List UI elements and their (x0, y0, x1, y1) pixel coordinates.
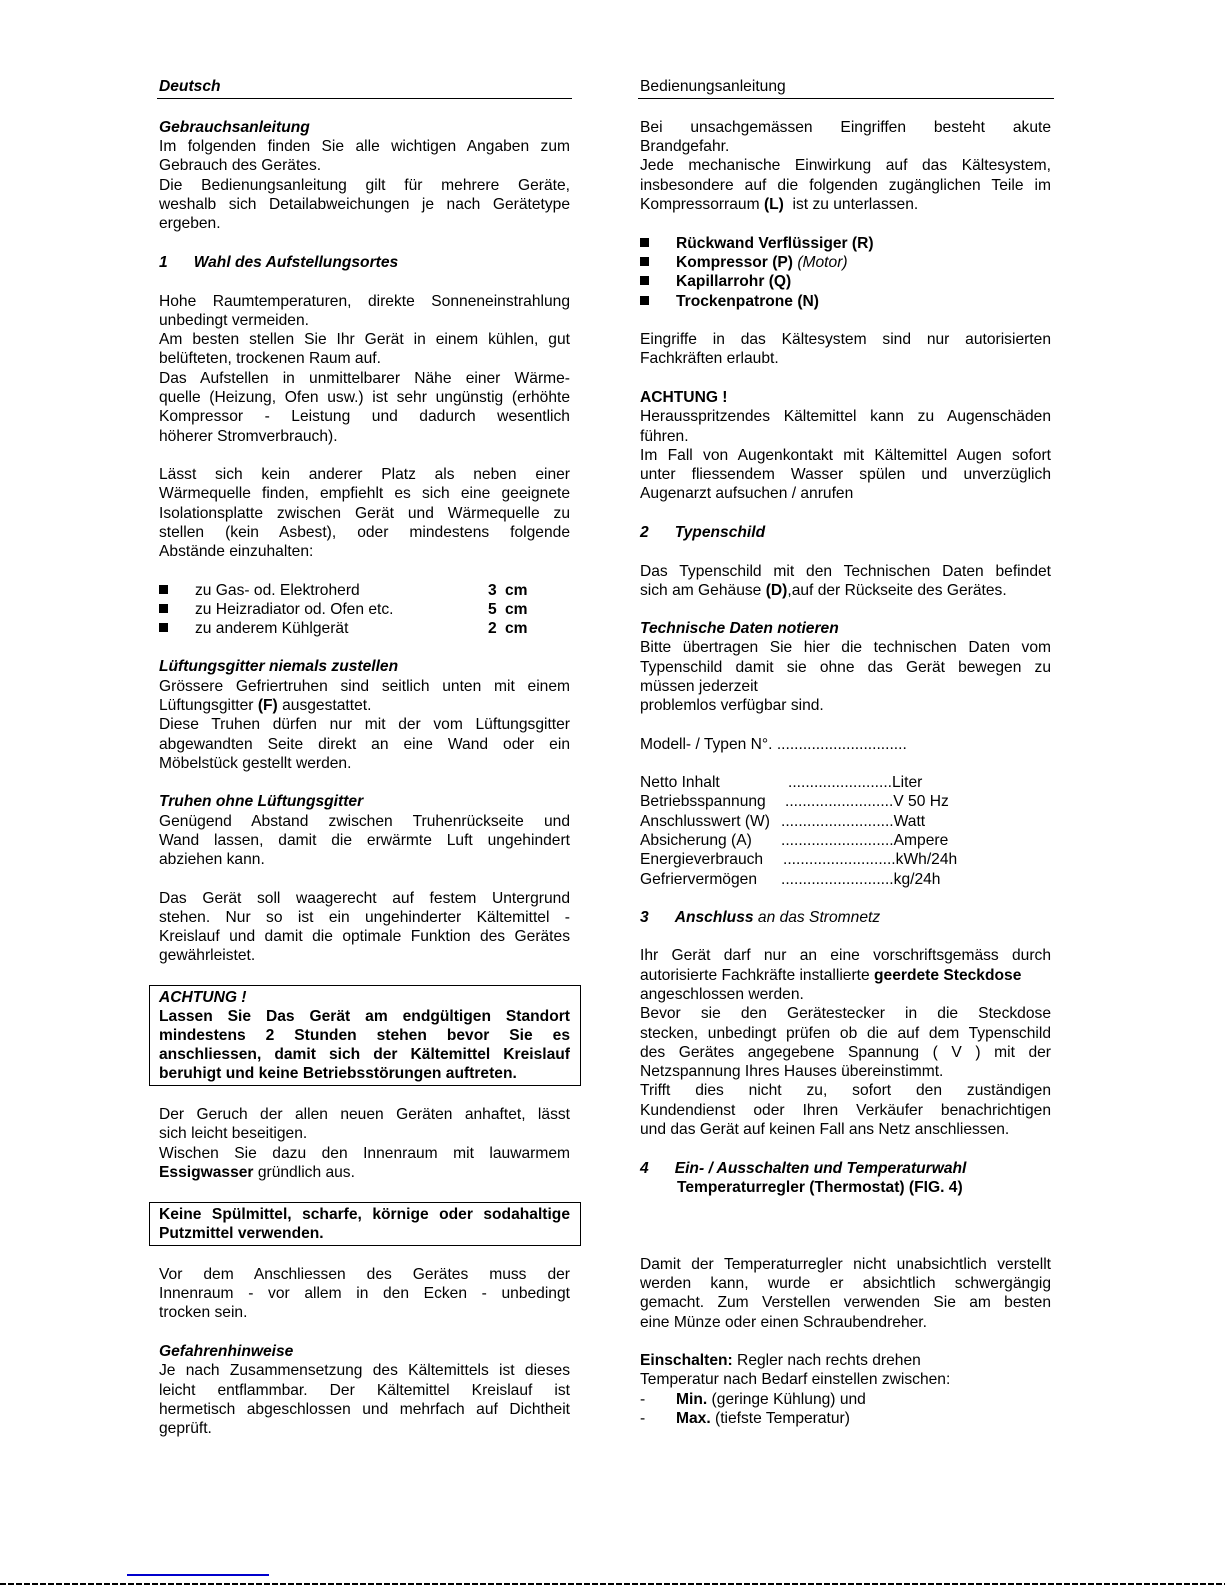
vent-title: Lüftungsgitter niemals zustellen (159, 658, 399, 675)
para-line: und das Gerät auf keinen Fall ans Netz anschliessen. (640, 1121, 1010, 1138)
para-line: angeschlossen werden. (640, 986, 804, 1003)
square-bullet-icon (640, 276, 649, 285)
para-line: geprüft. (159, 1420, 212, 1437)
text-run: Kompressorraum (640, 196, 760, 213)
square-bullet-icon (159, 585, 168, 594)
para-line: gewährleistet. (159, 947, 256, 964)
para-line (159, 1163, 570, 1183)
part-item (640, 253, 848, 272)
distance-value: 5 cm (488, 601, 528, 618)
warning-line: anschliessen, damit sich der Kältemittel Kreislauf (159, 1046, 570, 1063)
para-line: Im Fall von Augenkontakt mit Kältemittel Augen sofort (640, 447, 1051, 464)
section-title: Anschluss (674, 909, 754, 926)
tech-field-label: Gefriervermögen (640, 871, 757, 888)
part-label: Trockenpatrone (N) (676, 293, 819, 310)
para-line: Wand lassen, damit die erwärmte Luft ungehindert (159, 832, 570, 849)
tech-field-label: Absicherung (A) (640, 832, 752, 849)
section-number: 3 (640, 909, 649, 926)
para-line: Das Gerät soll waagerecht auf festem Untergrund (159, 890, 570, 907)
intro-line: Im folgenden finden Sie alle wichtigen Angaben zum (159, 138, 570, 155)
tech-field-blank: ..........................Ampere (781, 832, 949, 849)
section-4-heading (640, 1159, 1051, 1179)
distance-item (159, 600, 528, 619)
header-rule-left (157, 98, 572, 99)
tech-field-blank: .........................V 50 Hz (785, 793, 949, 810)
text-run: ,auf der Rückseite des Gerätes. (787, 582, 1007, 599)
para-line: Kompressor - Leistung und dadurch wesentlich (159, 408, 570, 425)
para-line: stellen (kein Asbest), oder mindestens folgende (159, 524, 570, 541)
intro-line: Gebrauch des Gerätes. (159, 157, 322, 174)
para-line: Herausspritzendes Kältemittel kann zu Augenschäden (640, 408, 1051, 425)
part-label: Kapillarrohr (Q) (676, 273, 792, 290)
para-line: unbedingt vermeiden. (159, 312, 309, 329)
para-line: führen. (640, 428, 689, 445)
para-line: problemlos verfügbar sind. (640, 697, 824, 714)
text-run: autorisierte Fachkräfte installierte (640, 967, 870, 984)
para-line: Ihr Gerät darf nur an eine vorschriftsgemäss durch (640, 947, 1051, 964)
para-line: höherer Stromverbrauch). (159, 428, 338, 445)
distance-label: zu Gas- od. Elektroherd (195, 582, 360, 599)
warning-line: mindestens 2 Stunden stehen bevor Sie es (159, 1027, 570, 1044)
ref-label: (F) (257, 697, 278, 714)
para-line: Genügend Abstand zwischen Truhenrückseite und (159, 813, 570, 830)
text-run: ausgestattet. (282, 697, 372, 714)
para-line: des Gerätes angegebene Spannung ( V ) mit der (640, 1044, 1051, 1061)
tech-field-blank: ..........................Watt (781, 813, 926, 830)
para-line: Bei unsachgemässen Eingriffen besteht akute (640, 119, 1051, 136)
part-label: Kompressor (P) (676, 254, 793, 271)
range-item (640, 1409, 850, 1428)
square-bullet-icon (159, 604, 168, 613)
para-line (640, 966, 1051, 986)
part-label: Rückwand Verflüssiger (R) (676, 235, 874, 252)
hazard-title: Gefahrenhinweise (159, 1343, 294, 1360)
intro-title: Gebrauchsanleitung (159, 119, 310, 136)
square-bullet-icon (159, 623, 168, 632)
range-label: Max. (676, 1410, 711, 1427)
text-run: Lüftungsgitter (159, 697, 254, 714)
para-line: Diese Truhen dürfen nur mit der vom Lüftungsgitter (159, 716, 570, 733)
distance-value: 2 cm (488, 620, 528, 637)
text-run: gründlich aus. (257, 1164, 355, 1181)
para-line: Das Aufstellen in unmittelbarer Nähe einer Wärme- (159, 370, 570, 387)
bold-term: Essigwasser (159, 1164, 254, 1181)
square-bullet-icon (640, 238, 649, 247)
para-line: gemacht. Zum Verstellen verwenden Sie am besten (640, 1294, 1051, 1311)
novent-title: Truhen ohne Lüftungsgitter (159, 793, 364, 810)
text-run: sich am Gehäuse (640, 582, 762, 599)
para-line: Wärmequelle finden, empfiehlt es sich eine geeignete (159, 485, 570, 502)
para-line: insbesondere auf die folgenden zugänglichen Teile im (640, 177, 1051, 194)
warning-title: ACHTUNG ! (159, 989, 247, 1006)
tech-field-label: Netto Inhalt (640, 774, 720, 791)
square-bullet-icon (640, 257, 649, 266)
header-rule-right (638, 98, 1054, 99)
tech-field-blank: ..........................kg/24h (781, 871, 941, 888)
warning-box (149, 985, 581, 1086)
para-line: Kundendienst oder Ihren Verkäufer benachrichtigen (640, 1102, 1051, 1119)
para-line: Isolationsplatte zwischen Gerät und Wärmequelle zu (159, 505, 570, 522)
para-line: Abstände einzuhalten: (159, 543, 314, 560)
section-3-heading (640, 908, 1051, 928)
dash-bullet: - (640, 1391, 646, 1408)
tech-data-title: Technische Daten notieren (640, 620, 839, 637)
para-line: Brandgefahr. (640, 138, 730, 155)
section-title: Wahl des Aufstellungsortes (193, 254, 399, 271)
intro-line: ergeben. (159, 215, 221, 232)
cleaner-warning-line: Putzmittel verwenden. (159, 1225, 324, 1242)
achtung-title: ACHTUNG ! (640, 389, 728, 406)
para-line: Lässt sich kein anderer Platz als neben einer (159, 466, 570, 483)
para-line: Innenraum - vor allem in den Ecken - unbedingt (159, 1285, 570, 1302)
section-number: 2 (640, 524, 649, 541)
part-item (640, 292, 819, 311)
dash-bullet: - (640, 1410, 646, 1427)
para-line: Bevor sie den Gerätestecker in die Steckdose (640, 1005, 1051, 1022)
para-line: Temperatur nach Bedarf einstellen zwischen: (640, 1371, 951, 1388)
para-line: Augenarzt aufsuchen / anrufen (640, 485, 854, 502)
para-line: trocken sein. (159, 1304, 248, 1321)
header-language: Deutsch (159, 78, 221, 95)
para-line: quelle (Heizung, Ofen usw.) ist sehr ungünstig (erhöhte (159, 389, 570, 406)
para-line: abgewandten Seite direkt an eine Wand oder ein (159, 736, 570, 753)
para-line: abziehen kann. (159, 851, 265, 868)
cleaner-warning-box (149, 1202, 581, 1246)
section-title: Ein- / Ausschalten und Temperaturwahl (674, 1160, 967, 1177)
section-subtitle: Temperaturregler (Thermostat) (FIG. 4) (677, 1179, 963, 1196)
distance-label: zu Heizradiator od. Ofen etc. (195, 601, 394, 618)
part-item (640, 272, 792, 291)
section-2-heading (640, 523, 1051, 543)
para-line: Wischen Sie dazu den Innenraum mit lauwarmem (159, 1145, 570, 1162)
para-line: Hohe Raumtemperaturen, direkte Sonneneinstrahlung (159, 293, 570, 310)
distance-item (159, 581, 528, 600)
text-run: ist zu unterlassen. (792, 196, 919, 213)
distance-value: 3 cm (488, 582, 528, 599)
range-item (640, 1390, 866, 1409)
para-line: Bitte übertragen Sie hier die technischen Daten vom (640, 639, 1051, 656)
para-line: leicht entflammbar. Der Kältemittel Kreislauf ist (159, 1382, 570, 1399)
para-line: Je nach Zusammensetzung des Kältemittels ist dieses (159, 1362, 570, 1379)
para-line: sich leicht beseitigen. (159, 1125, 308, 1142)
tech-field-blank: ........................Liter (788, 774, 923, 791)
para-line: stehen. Nur so ist ein ungehinderter Kältemittel - (159, 909, 570, 926)
distance-item (159, 619, 528, 638)
part-note: (Motor) (797, 254, 848, 271)
para-line: Netzspannung Ihres Hauses übereinstimmt. (640, 1063, 944, 1080)
para-line: stecken, unbedingt prüfen ob die auf dem Typenschild (640, 1025, 1051, 1042)
para-line: hermetisch abgeschlossen und mehrfach auf Dichtheit (159, 1401, 570, 1418)
warning-line: beruhigt und keine Betriebsstörungen auftreten. (159, 1065, 517, 1082)
range-text: (tiefste Temperatur) (715, 1410, 850, 1427)
section-title: Typenschild (674, 524, 766, 541)
range-label: Min. (676, 1391, 708, 1408)
footer-link-underline (127, 1574, 269, 1576)
section-1-heading (159, 253, 570, 273)
bold-term: geerdete Steckdose (874, 967, 1022, 984)
para-line: Jede mechanische Einwirkung auf das Kältesystem, (640, 157, 1051, 174)
para-line: Damit der Temperaturregler nicht unabsichtlich verstellt (640, 1256, 1051, 1273)
para-line: Kreislauf und damit die optimale Funktion des Gerätes (159, 928, 570, 945)
part-item (640, 234, 874, 253)
text-run: Regler nach rechts drehen (732, 1352, 921, 1369)
tech-field-label: Anschlusswert (W) (640, 813, 770, 830)
para-line: eine Münze oder einen Schraubendreher. (640, 1314, 927, 1331)
para-line: müssen jederzeit (640, 678, 758, 695)
para-line: Grössere Gefriertruhen sind seitlich unten mit einem (159, 678, 570, 695)
para-line: Trifft dies nicht zu, sofort den zuständigen (640, 1082, 1051, 1099)
distance-label: zu anderem Kühlgerät (195, 620, 349, 637)
tech-field-blank: ..........................kWh/24h (783, 851, 958, 868)
para-line (640, 581, 1051, 601)
para-line (159, 696, 570, 716)
warning-line: Lassen Sie Das Gerät am endgültigen Standort (159, 1008, 570, 1025)
para-line: werden kann, wurde er absichtlich schwergängig (640, 1275, 1051, 1292)
para-line: Der Geruch der allen neuen Geräten anhaftet, lässt (159, 1106, 570, 1123)
para-line: Fachkräften erlaubt. (640, 350, 779, 367)
section-number: 4 (640, 1160, 649, 1177)
range-text: (geringe Kühlung) und (707, 1391, 866, 1408)
para-line: Eingriffe in das Kältesystem sind nur autorisierten (640, 331, 1051, 348)
para-line: Am besten stellen Sie Ihr Gerät in einem kühlen, gut (159, 331, 570, 348)
intro-line: weshalb sich Detailabweichungen je nach Gerätetype (159, 196, 570, 213)
para-line (640, 195, 1051, 215)
section-title-rest: an das Stromnetz (757, 909, 881, 926)
para-line: belüfteten, trockenen Raum auf. (159, 350, 381, 367)
ref-label: (L) (763, 196, 784, 213)
para-line: Typenschild damit sie ohne das Gerät bewegen zu (640, 659, 1051, 676)
square-bullet-icon (640, 296, 649, 305)
para-line: Möbelstück gestellt werden. (159, 755, 352, 772)
tech-field-label: Energieverbrauch (640, 851, 764, 868)
model-number-field: Modell- / Typen N°. .............................. (640, 736, 907, 753)
para-line: Vor dem Anschliessen des Gerätes muss der (159, 1266, 570, 1283)
switch-on-label: Einschalten: (640, 1352, 733, 1369)
ref-label: (D) (765, 582, 788, 599)
header-manual-title: Bedienungsanleitung (640, 78, 786, 95)
para-line: unter fliessendem Wasser spülen und unverzüglich (640, 466, 1051, 483)
para-line: Das Typenschild mit den Technischen Daten befindet (640, 563, 1051, 580)
switch-on-line (640, 1351, 1051, 1371)
tech-field-label: Betriebsspannung (640, 793, 766, 810)
section-number: 1 (159, 254, 168, 271)
intro-line: Die Bedienungsanleitung gilt für mehrere Geräte, (159, 177, 570, 194)
cleaner-warning-line: Keine Spülmittel, scharfe, körnige oder sodahaltige (159, 1206, 570, 1223)
